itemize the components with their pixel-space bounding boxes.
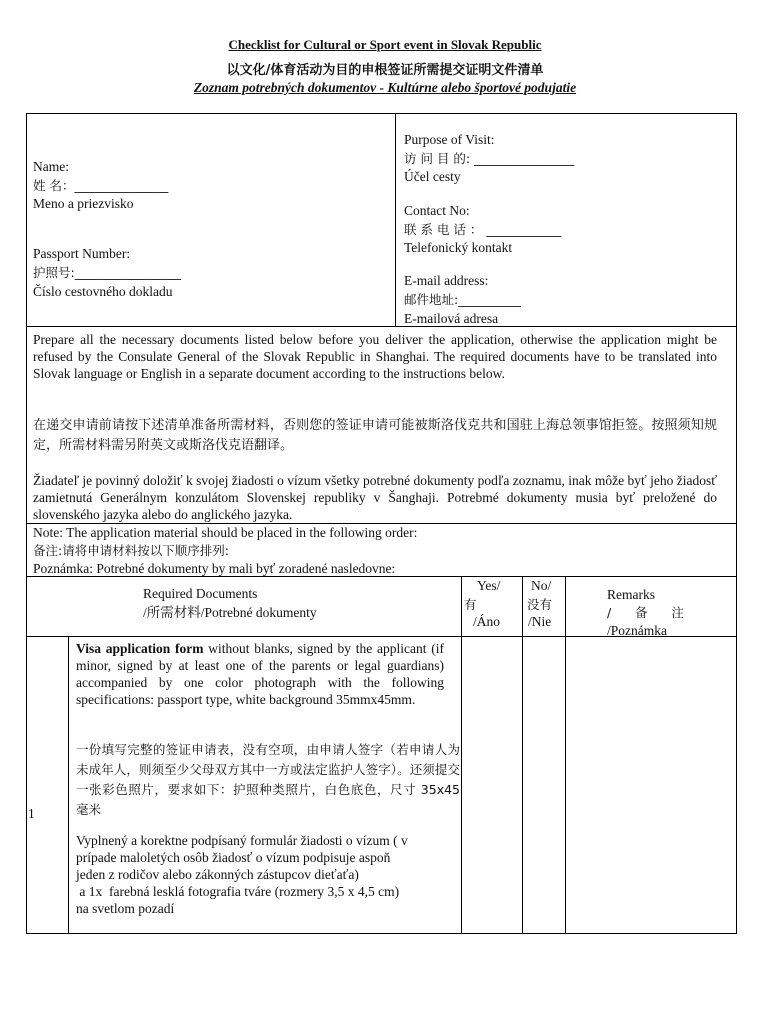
header-required-documents: Required Documents [143,586,258,601]
note-english: Note: The application material should be placed in the following order: [33,525,418,540]
header-required-documents-translations: /所需材料/Potrebné dokumenty [143,605,317,620]
note-slovak: Poznámka: Potrebné dokumenty by mali byť zoradené nasledovne: [33,561,396,576]
email-label-sk: E-mailová adresa [404,311,499,326]
row-1-slovak-line-3: jeden z rodičov alebo zákonných zástupcov dieťaťa) [76,867,359,882]
passport-label: Passport Number: [33,246,131,261]
row-1-description: without blanks, signed by the applicant (if minor, signed by at least one of the parents or legal guardians) accompanied by one color photograph with the following specifications: passport type, white background 35mmx45mm. [76,641,444,707]
row-1-yes-cell[interactable] [462,637,522,933]
purpose-label-cn[interactable]: 访 问 目 的: ________________ [404,151,575,166]
row-1-slovak-line-2: prípade maloletých osôb žiadosť o vízum podpisuje aspoň [76,850,391,865]
header-remarks-cn: / 备 注 [607,605,684,620]
email-label-cn[interactable]: 邮件地址:__________ [404,292,521,307]
title-english: Checklist for Cultural or Sport event in Slovak Republic [228,37,542,52]
purpose-label: Purpose of Visit: [404,132,495,147]
row-1-title: Visa application form [76,641,204,656]
row-1-remarks-cell[interactable] [566,637,736,933]
contact-label: Contact No: [404,203,470,218]
header-no: No/ [531,578,552,593]
instructions-chinese: 在递交申请前请按下述清单准备所需材料，否则您的签证申请可能被斯洛伐克共和国驻上海总领事馆拒签。按照须知规定，所需材料需另附英文或斯洛伐克语翻译。 [33,418,717,453]
row-number: 1 [28,806,35,821]
title-chinese: 以文化/体育活动为目的申根签证所需提交证明文件清单 [226,63,544,78]
row-1-chinese: 一份填写完整的签证申请表，没有空项，由申请人签字（若申请人为未成年人，则须至少父母双方其中一方或法定监护人签字）。还须提交一张彩色照片，要求如下：护照种类照片，白色底色，尺寸 35x45 毫米 [76,742,460,817]
header-remarks-sk: /Poznámka [607,623,667,638]
row-1-slovak-line-1: Vyplnený a korektne podpísaný formulár žiadosti o vízum ( v [76,833,408,848]
header-yes-sk: /Áno [473,614,500,629]
passport-label-sk: Číslo cestovného dokladu [33,284,173,299]
purpose-label-sk: Účel cesty [404,169,461,184]
row-1-english [76,640,444,708]
row-1-no-cell[interactable] [523,637,565,933]
passport-label-cn[interactable]: 护照号:_________________ [33,265,181,280]
header-yes-cn: 有 [464,597,477,612]
row-1-slovak-line-5: na svetlom pozadí [76,901,175,916]
row-1-slovak-line-4: a 1x farebná lesklá fotografia tváre (rozmery 3,5 x 4,5 cm) [76,884,400,899]
name-label-cn[interactable]: 姓 名：_______________ [33,178,169,193]
email-label: E-mail address: [404,273,489,288]
title-slovak: Zoznam potrebných dokumentov - Kultúrne alebo športové podujatie [193,80,577,95]
header-no-sk: /Nie [528,614,552,629]
name-label-sk: Meno a priezvisko [33,196,134,211]
contact-label-cn[interactable]: 联 系 电 话 ： ____________ [404,222,562,237]
note-chinese: 备注:请将申请材料按以下顺序排列: [33,543,229,558]
header-no-cn: 没有 [527,597,553,612]
header-yes: Yes/ [477,578,501,593]
instructions-english: Prepare all the necessary documents listed below before you deliver the application, otherwise the application might be refused by the Consulate General of the Slovak Republic in Shanghai. The required documents have to be translated into Slovak language or English in a separate document according to the instructions below. [33,332,717,381]
contact-label-sk: Telefonický kontakt [404,240,513,255]
header-remarks: Remarks [607,587,655,602]
instructions-slovak: Žiadateľ je povinný doložiť k svojej žiadosti o vízum všetky potrebné dokumenty podľa zoznamu, inak môže byť jeho žiadosť zamietnutá Generálnym konzulátom Slovenskej republiky v Šanghaji. Potrebmé dokumenty musia byť preložené do slovenského jazyka alebo do anglického jazyka. [33,473,717,522]
name-label: Name: [33,159,69,174]
